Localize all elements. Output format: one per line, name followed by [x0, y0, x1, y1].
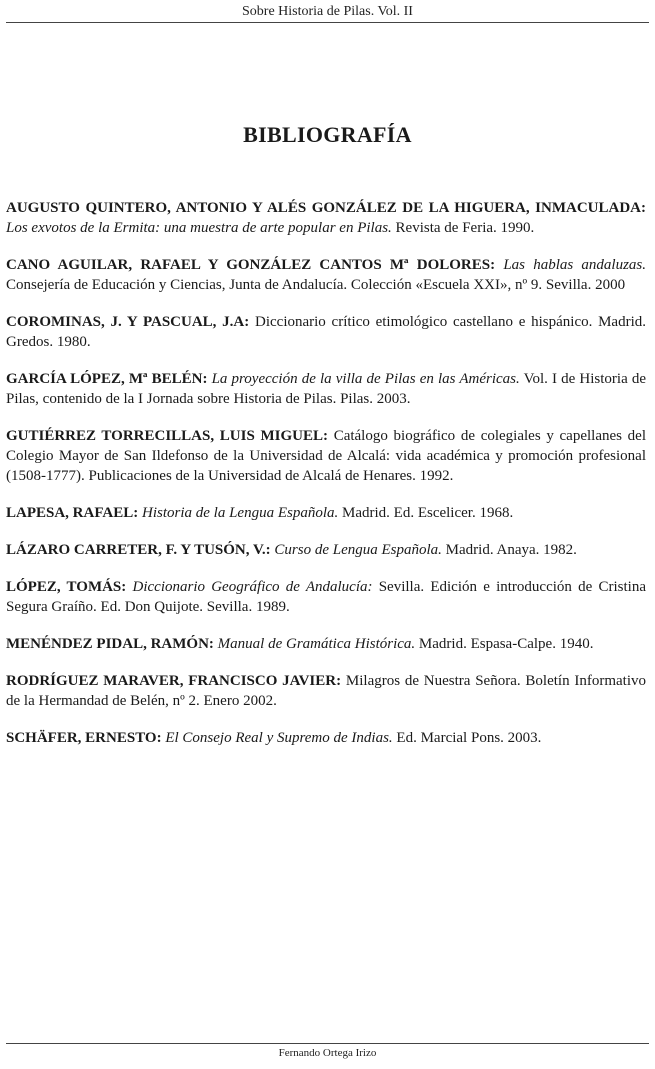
running-header	[6, 0, 649, 23]
entry-author: LAPESA, RAFAEL:	[6, 505, 139, 521]
entry-details: Consejería de Educación y Ciencias, Junta de Andalucía. Colección «Escuela XXI», nº 9. Sevilla. 2000	[6, 277, 626, 293]
page-title: BIBLIOGRAFÍA	[243, 122, 412, 147]
bibliography-entry	[6, 728, 646, 748]
entry-title: Diccionario Geográfico de Andalucía:	[132, 579, 373, 595]
entry-title: Curso de Lengua Española.	[274, 542, 442, 558]
entry-title: Manual de Gramática Histórica.	[217, 636, 416, 652]
bibliography-entry	[6, 503, 646, 523]
entry-author: LÁZARO CARRETER, F. Y TUSÓN, V.:	[6, 542, 271, 558]
entry-details: Milagros de Nuestra Señora. Boletín Informativo de la Hermandad de Belén, nº 2. Enero 2002.	[6, 673, 647, 709]
entry-author: COROMINAS, J. Y PASCUAL, J.A:	[6, 314, 250, 330]
bibliography-entry	[6, 577, 646, 617]
bibliography-entry	[6, 198, 646, 238]
entry-author: RODRÍGUEZ MARAVER, FRANCISCO JAVIER:	[6, 673, 342, 689]
entry-details: Sevilla. Edición e introducción de Cristina Segura Graíño. Ed. Don Quijote. Sevilla. 1989.	[6, 579, 646, 615]
entry-title: El Consejo Real y Supremo de Indias.	[165, 730, 393, 746]
footer-divider	[6, 1043, 649, 1044]
entry-details: Ed. Marcial Pons. 2003.	[396, 730, 542, 746]
bibliography-entry	[6, 671, 646, 711]
entry-details: Madrid. Ed. Escelicer. 1968.	[342, 505, 514, 521]
bibliography-list	[6, 198, 646, 765]
entry-details: Madrid. Anaya. 1982.	[445, 542, 577, 558]
entry-author: LÓPEZ, TOMÁS:	[6, 579, 127, 595]
entry-author: AUGUSTO QUINTERO, ANTONIO Y ALÉS GONZÁLEZ DE LA HIGUERA, INMACULADA:	[6, 200, 646, 216]
bibliography-entry	[6, 426, 646, 486]
entry-details: Madrid. Espasa-Calpe. 1940.	[418, 636, 594, 652]
bibliography-entry	[6, 312, 646, 352]
footer-author: Fernando Ortega Irizo	[278, 1047, 377, 1059]
entry-details: Diccionario crítico etimológico castellano e hispánico. Madrid. Gredos. 1980.	[6, 314, 647, 350]
entry-title: Las hablas andaluzas.	[503, 257, 647, 273]
entry-author: GARCÍA LÓPEZ, Mª BELÉN:	[6, 371, 208, 387]
bibliography-entry	[6, 540, 646, 560]
bibliography-entry	[6, 255, 646, 295]
entry-details: Revista de Feria. 1990.	[395, 220, 535, 236]
entry-title: Historia de la Lengua Española.	[141, 505, 339, 521]
entry-details: Catálogo biográfico de colegiales y capellanes del Colegio Mayor de San Ildefonso de la Universidad de Alcalá: vida académica y promoción profesional (1508-1777). Publicaciones de la Universidad de Alcalá de Henares. 1992.	[6, 428, 646, 484]
running-title: Sobre Historia de Pilas. Vol. II	[242, 4, 413, 19]
page-footer	[0, 1047, 655, 1059]
entry-title: Los exvotos de la Ermita: una muestra de arte popular en Pilas.	[6, 220, 392, 236]
entry-author: CANO AGUILAR, RAFAEL Y GONZÁLEZ CANTOS Mª DOLORES:	[6, 257, 496, 273]
entry-title: La proyección de la villa de Pilas en las Américas.	[211, 371, 520, 387]
bibliography-entry	[6, 634, 646, 654]
bibliography-entry	[6, 369, 646, 409]
entry-author: MENÉNDEZ PIDAL, RAMÓN:	[6, 636, 214, 652]
entry-details: Vol. I de Historia de Pilas, contenido de la I Jornada sobre Historia de Pilas. Pilas. 2003.	[6, 371, 647, 407]
entry-author: SCHÄFER, ERNESTO:	[6, 730, 162, 746]
entry-author: GUTIÉRREZ TORRECILLAS, LUIS MIGUEL:	[6, 428, 328, 444]
